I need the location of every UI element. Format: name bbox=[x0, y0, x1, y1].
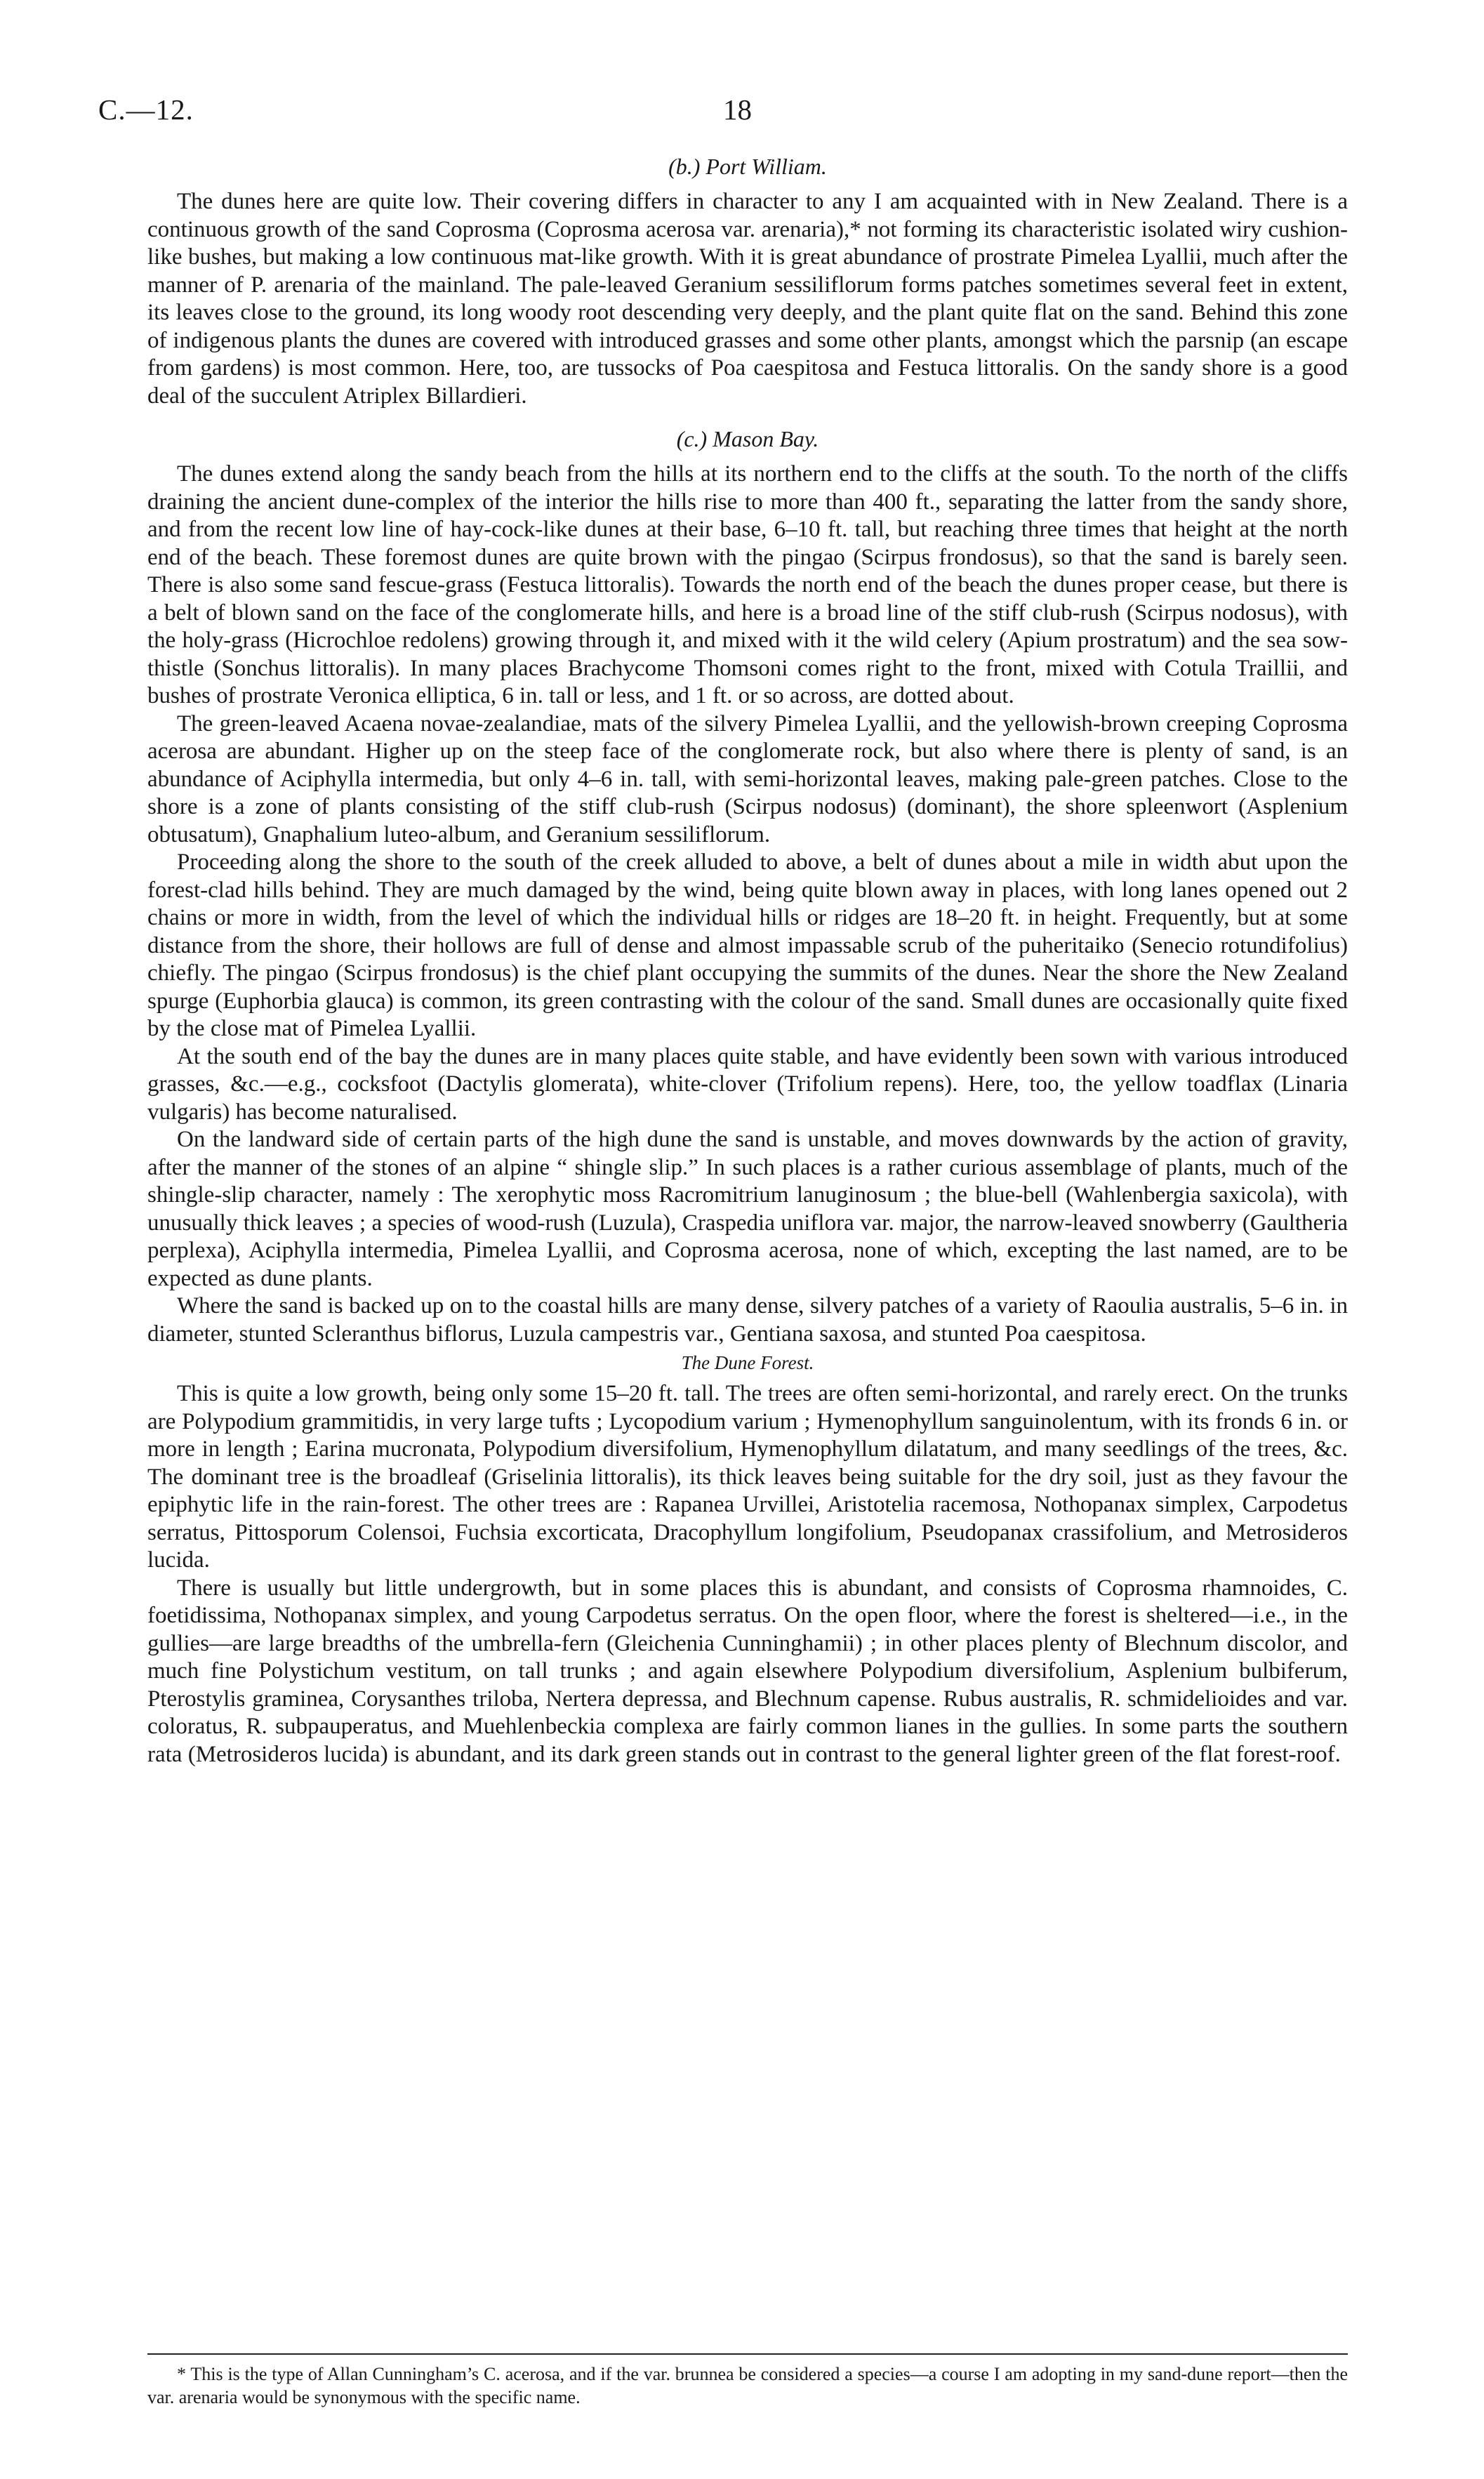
section-heading-port-william: (b.) Port William. bbox=[668, 154, 827, 179]
paragraph: On the landward side of certain parts of the high dune the sand is unstable, and moves downwards by the action of gravity, after the manner of the stones of an alpine “ shingle slip.” In such places is a rather curious assemblage of plants, much of the shingle-slip character, namely : The xerophytic moss Racromitrium lanuginosum ; the blue-bell (Wahlenbergia saxicola), with unusually thick leaves ; a species of wood-rush (Luzula), Craspedia uniflora var. major, the narrow-leaved snowberry (Gaultheria perplexa), Aciphylla intermedia, Pimelea Lyallii, and Coprosma acerosa, none of which, excepting the last named, are to be expected as dune plants. bbox=[147, 1127, 1348, 1291]
paragraph: At the south end of the bay the dunes are in many places quite stable, and have evidently been sown with various introduced grasses, &c.—e.g., cocksfoot (Dactylis glomerata), white-clover (Trifolium repens). Here, too, the yellow toadflax (Linaria vulgaris) has become naturalised. bbox=[147, 1043, 1348, 1125]
paragraph: Proceeding along the shore to the south of the creek alluded to above, a belt of dunes about a mile in width abut upon the forest-clad hills behind. They are much damaged by the wind, being quite blown away in places, with long lanes opened out 2 chains or more in width, from the level of which the individual hills or ridges are 18–20 ft. in height. Frequently, but at some distance from the shore, their hollows are full of dense and almost impassable scrub of the puheritaiko (Senecio rotundifolius) chiefly. The pingao (Scirpus frondosus) is the chief plant occupying the summits of the dunes. Near the shore the New Zealand spurge (Euphorbia glauca) is common, its green contrasting with the colour of the sand. Small dunes are occasionally quite fixed by the close mat of Pimelea Lyallii. bbox=[147, 850, 1348, 1041]
subsection-heading-dune-forest: The Dune Forest. bbox=[681, 1352, 814, 1373]
paragraph: This is quite a low growth, being only some 15–20 ft. tall. The trees are often semi-horizontal, and rarely erect. On the trunks are Polypodium grammitidis, in very large tufts ; Lycopodium varium ; Hymenophyllum sanguinolentum, with its fronds 6 in. or more in length ; Earina mucronata, Polypodium diversifolium, Hymenophyllum dilatatum, and many seedlings of the trees, &c. The dominant tree is the broadleaf (Griselinia littoralis), its thick leaves being suitable for the dry soil, just as they favour the epiphytic life in the rain-forest. The other trees are : Rapanea Urvillei, Aristotelia racemosa, Nothopanax simplex, Carpodetus serratus, Pittosporum Colensoi, Fuchsia excorticata, Dracophyllum longifolium, Pseudopanax crassifolium, and Metrosideros lucida. bbox=[147, 1381, 1348, 1573]
document-reference: C.—12. bbox=[98, 93, 194, 126]
paragraph: The dunes extend along the sandy beach from the hills at its northern end to the cliffs at the south. To the north of the cliffs draining the ancient dune-complex of the interior the hills rise to more than 400 ft., separating the latter from the sandy shore, and from the recent low line of hay-cock-like dunes at their base, 6–10 ft. tall, but reaching three times that height at the north end of the beach. These foremost dunes are quite brown with the pingao (Scirpus frondosus), so that the sand is barely seen. There is also some sand fescue-grass (Festuca littoralis). Towards the north end of the beach the dunes proper cease, but there is a belt of blown sand on the face of the conglomerate hills, and here is a broad line of the stiff club-rush (Scirpus nodosus), with the holy-grass (Hicrochloe redolens) growing through it, and mixed with it the wild celery (Apium prostratum) and the sea sow-thistle (Sonchus littoralis). In many places Brachycome Thomsoni comes right to the front, mixed with Cotula Traillii, and bushes of prostrate Veronica elliptica, 6 in. tall or less, and 1 ft. or so across, are dotted about. bbox=[147, 461, 1348, 708]
paragraph: Where the sand is backed up on to the coastal hills are many dense, silvery patches of a variety of Raoulia australis, 5–6 in. in diameter, stunted Scleranthus biflorus, Luzula campestris var., Gentiana saxosa, and stunted Poa caespitosa. bbox=[147, 1293, 1348, 1347]
paragraph: There is usually but little undergrowth, but in some places this is abundant, and consists of Coprosma rhamnoides, C. foetidissima, Nothopanax simplex, and young Carpodetus serratus. On the open floor, where the forest is sheltered—i.e., in the gullies—are large breadths of the umbrella-fern (Gleichenia Cunninghamii) ; in other places plenty of Blechnum discolor, and much fine Polystichum vestitum, on tall trunks ; and again elsewhere Polypodium diversifolium, Asplenium bulbiferum, Pterostylis graminea, Corysanthes triloba, Nertera depressa, and Blechnum capense. Rubus australis, R. schmidelioides and var. coloratus, R. subpauperatus, and Muehlenbeckia complexa are fairly common lianes in the gullies. In some parts the southern rata (Metrosideros lucida) is abundant, and its dark green stands out in contrast to the general lighter green of the flat forest-roof. bbox=[147, 1575, 1348, 1767]
footnote: * This is the type of Allan Cunningham’s C. acerosa, and if the var. brunnea be considered a species—a course I am adopting in my sand-dune report—then the var. arenaria would be synonymous with the specific name. bbox=[147, 2364, 1348, 2407]
footnote-divider bbox=[147, 2353, 1348, 2355]
paragraph: The dunes here are quite low. Their covering differs in character to any I am acquainted with in New Zealand. There is a continuous growth of the sand Coprosma (Coprosma acerosa var. arenaria),* not forming its characteristic isolated wiry cushion-like bushes, but making a low continuous mat-like growth. With it is great abundance of prostrate Pimelea Lyallii, much after the manner of P. arenaria of the mainland. The pale-leaved Geranium sessiliflorum forms patches sometimes several feet in extent, its leaves close to the ground, its long woody root descending very deeply, and the plant quite flat on the sand. Behind this zone of indigenous plants the dunes are covered with introduced grasses and some other plants, amongst which the parsnip (an escape from gardens) is most common. Here, too, are tussocks of Poa caespitosa and Festuca littoralis. On the sandy shore is a good deal of the succulent Atriplex Billardieri. bbox=[147, 189, 1348, 409]
section-heading-mason-bay: (c.) Mason Bay. bbox=[676, 426, 819, 451]
page-body bbox=[147, 153, 1348, 1769]
paragraph: The green-leaved Acaena novae-zealandiae, mats of the silvery Pimelea Lyallii, and the yellowish-brown creeping Coprosma acerosa are abundant. Higher up on the steep face of the conglomerate rock, but also where there is plenty of sand, is an abundance of Aciphylla intermedia, but only 4–6 in. tall, with semi-horizontal leaves, making pale-green patches. Close to the shore is a zone of plants consisting of the stiff club-rush (Scirpus nodosus) (dominant), the shore spleenwort (Asplenium obtusatum), Gnaphalium luteo-album, and Geranium sessiliflorum. bbox=[147, 710, 1348, 847]
page-number: 18 bbox=[723, 93, 752, 126]
